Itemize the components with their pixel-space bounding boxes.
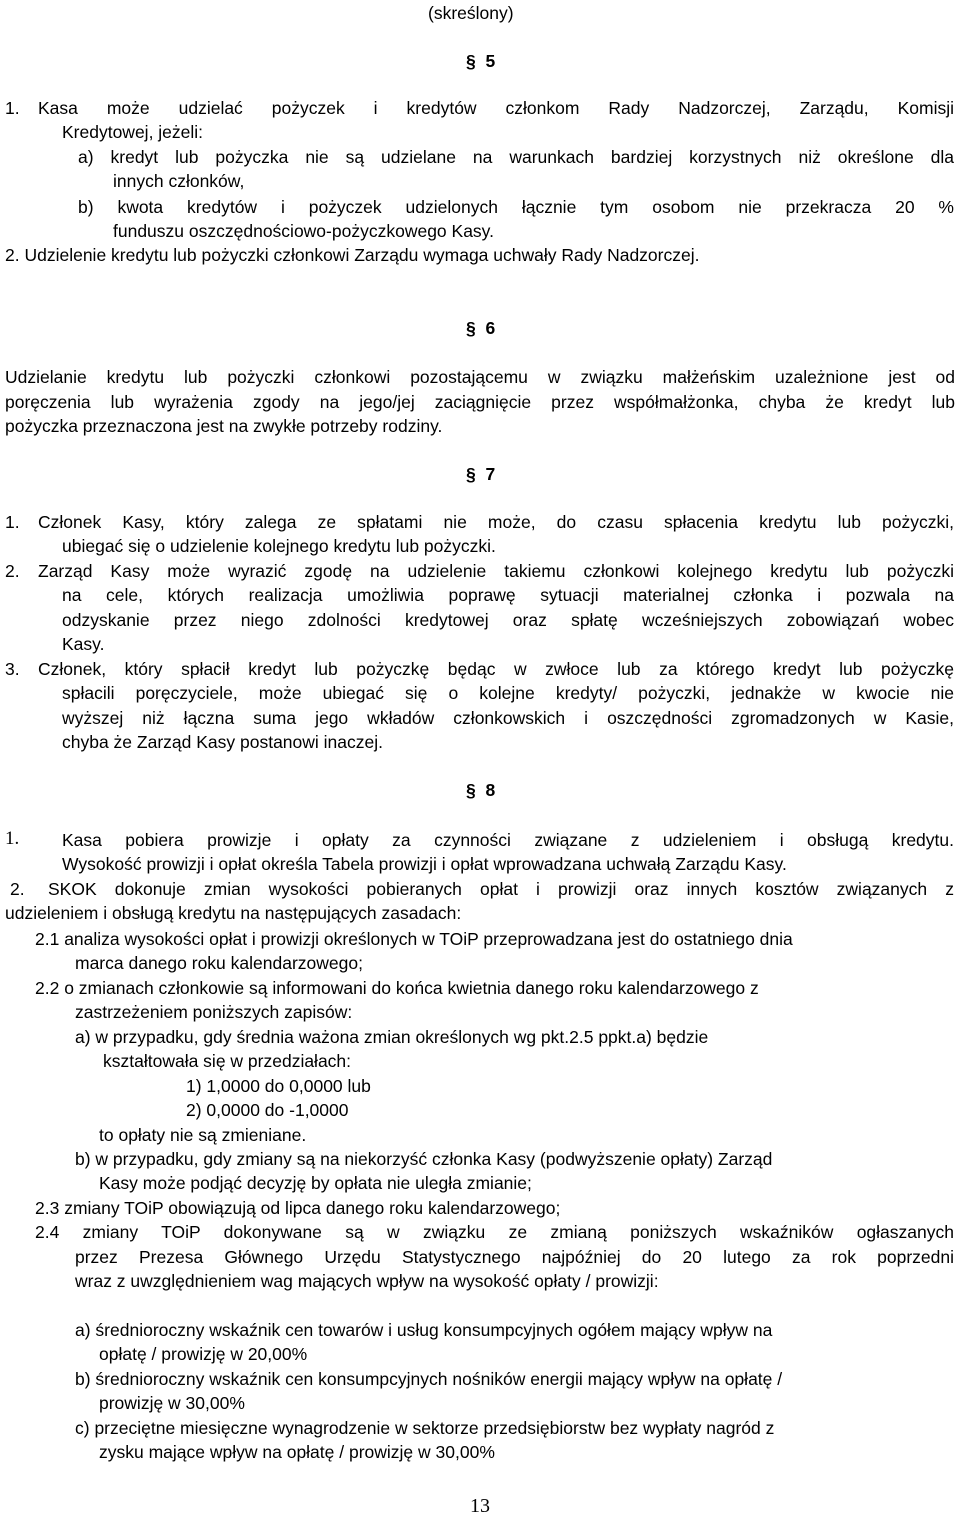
section-number: 7 [485,464,496,484]
s8-p21-line1: 2.1 analiza wysokości opłat i prowizji określonych w TOiP przeprowadzana jest do ostatniego dnia [35,929,793,949]
section-heading-7 [466,463,495,485]
s7-p3-number: 3. [5,659,20,679]
section-symbol: § [466,318,476,338]
s8-p21-line2: marca danego roku kalendarzowego; [75,953,363,973]
s8-indicator-c-line1: c) przeciętne miesięczne wynagrodzenie w sektorze przedsiębiorstw bez wypłaty nagród z [75,1418,775,1438]
section-symbol: § [466,51,476,71]
s6-line2: poręczenia lub wyrażenia zgody na jego/jej zaciągnięcie przez współmałżonka, chyba że kredyt lub [5,392,955,412]
s8-p24-line3: wraz z uwzględnieniem wag mających wpływ na wysokość opłaty / prowizji: [75,1271,659,1291]
s8-p2-number: 2. [10,879,25,899]
struck-label: (skreślony) [428,3,514,23]
s5-p1-number: 1. [5,98,20,118]
s8-b-line2: Kasy może podjąć decyzję by opłata nie uległa zmianie; [99,1173,532,1193]
section-heading-6 [466,317,495,339]
s5-p2: 2. Udzielenie kredytu lub pożyczki członkowi Zarządu wymaga uchwały Rady Nadzorczej. [5,245,700,265]
s7-p3-line2: spłacili poręczyciele, może ubiegać się o kolejne kredyty/ pożyczki, jednakże w kwocie nie [62,683,954,703]
s8-p22-line1: 2.2 o zmianach członkowie są informowani do końca kwietnia danego roku kalendarzowego z [35,978,759,998]
s7-p2-number: 2. [5,561,20,581]
s7-p3-line3: wyższej niż łączna suma jego wkładów członkowskich i oszczędności zgromadzonych w Kasie, [62,708,954,728]
s5-p1-line1: Kasa może udzielać pożyczek i kredytów członkom Rady Nadzorczej, Zarządu, Komisji [38,98,954,118]
section-number: 6 [485,318,496,338]
s5-p1-line2: Kredytowej, jeżeli: [62,122,204,142]
s7-p3-line1: Członek, który spłacił kredyt lub pożyczkę będąc w zwłoce lub za którego kredyt lub pożyczkę [38,659,954,679]
s8-a-line3: to opłaty nie są zmieniane. [99,1125,307,1145]
s8-a-line1: a) w przypadku, gdy średnia ważona zmian określonych wg pkt.2.5 ppkt.a) będzie [75,1027,709,1047]
section-number: 8 [485,780,496,800]
s8-indicator-a-line2: opłatę / prowizję w 20,00% [99,1344,308,1364]
s8-a-line2: kształtowała się w przedziałach: [103,1051,352,1071]
s8-b-line1: b) w przypadku, gdy zmiany są na niekorzyść członka Kasy (podwyższenie opłaty) Zarząd [75,1149,773,1169]
section-symbol: § [466,464,476,484]
s7-p2-line3: odzyskanie przez niego zdolności kredytowej oraz spłatę wcześniejszych zobowiązań wobec [62,610,954,630]
s8-p22-line2: zastrzeżeniem poniższych zapisów: [75,1002,353,1022]
s7-p2-line4: Kasy. [62,634,105,654]
section-heading-5 [466,50,495,72]
s7-p1-line2: ubiegać się o udzielenie kolejnego kredytu lub pożyczki. [62,536,496,556]
s8-p23: 2.3 zmiany TOiP obowiązują od lipca danego roku kalendarzowego; [35,1198,561,1218]
s8-p1-line2: Wysokość prowizji i opłat określa Tabela prowizji i opłat wprowadzana uchwałą Zarządu Kasy. [62,854,787,874]
s8-indicator-c-line2: zysku mające wpływ na opłatę / prowizję w 30,00% [99,1442,495,1462]
s8-range-2: 2) 0,0000 do -1,0000 [186,1100,349,1120]
section-number: 5 [485,51,496,71]
s6-line3: pożyczka przeznaczona jest na zwykłe potrzeby rodziny. [5,416,443,436]
s5-a-line1: a) kredyt lub pożyczka nie są udzielane na warunkach bardziej korzystnych niż określone dla [78,147,954,167]
s5-a-line2: innych członków, [113,171,245,191]
s8-p2-line1: SKOK dokonuje zmian wysokości pobieranych opłat i prowizji oraz innych kosztów związanych z [48,879,954,899]
s8-p24-line2: przez Prezesa Głównego Urzędu Statystycznego najpóźniej do 20 lutego za rok poprzedni [75,1247,954,1267]
s8-range-1: 1) 1,0000 do 0,0000 lub [186,1076,371,1096]
s8-p24-line1: 2.4 zmiany TOiP dokonywane są w związku ze zmianą poniższych wskaźników ogłaszanych [35,1222,954,1242]
s7-p3-line4: chyba że Zarząd Kasy postanowi inaczej. [62,732,383,752]
s8-indicator-b-line2: prowizję w 30,00% [99,1393,245,1413]
page-number: 13 [470,1495,490,1517]
section-symbol: § [466,780,476,800]
s5-b-line2: funduszu oszczędnościowo-pożyczkowego Kasy. [113,221,494,241]
s8-p1-line1: Kasa pobiera prowizje i opłaty za czynności związane z udzieleniem i obsługą kredytu. [62,830,954,850]
s7-p2-line1: Zarząd Kasy może wyrazić zgodę na udzielenie takiemu członkowi kolejnego kredytu lub pożyczki [38,561,954,581]
s7-p2-line2: na cele, których realizacja umożliwia poprawę sytuacji materialnej członka i pozwala na [62,585,954,605]
s7-p1-line1: Członek Kasy, który zalega ze spłatami nie może, do czasu spłacenia kredytu lub pożyczki, [38,512,954,532]
s5-b-line1: b) kwota kredytów i pożyczek udzielonych łącznie tym osobom nie przekracza 20 % [78,197,954,217]
s8-indicator-b-line1: b) średnioroczny wskaźnik cen konsumpcyjnych nośników energii mający wpływ na opłatę / [75,1369,783,1389]
s8-p2-line2: udzieleniem i obsługą kredytu na następujących zasadach: [5,903,462,923]
s7-p1-number: 1. [5,512,20,532]
s8-indicator-a-line1: a) średnioroczny wskaźnik cen towarów i usług konsumpcyjnych ogółem mający wpływ na [75,1320,773,1340]
section-heading-8 [466,779,495,801]
s6-line1: Udzielanie kredytu lub pożyczki członkowi pozostającemu w związku małżeńskim uzależnione jest od [5,367,955,387]
s8-p1-number: 1. [5,828,20,849]
